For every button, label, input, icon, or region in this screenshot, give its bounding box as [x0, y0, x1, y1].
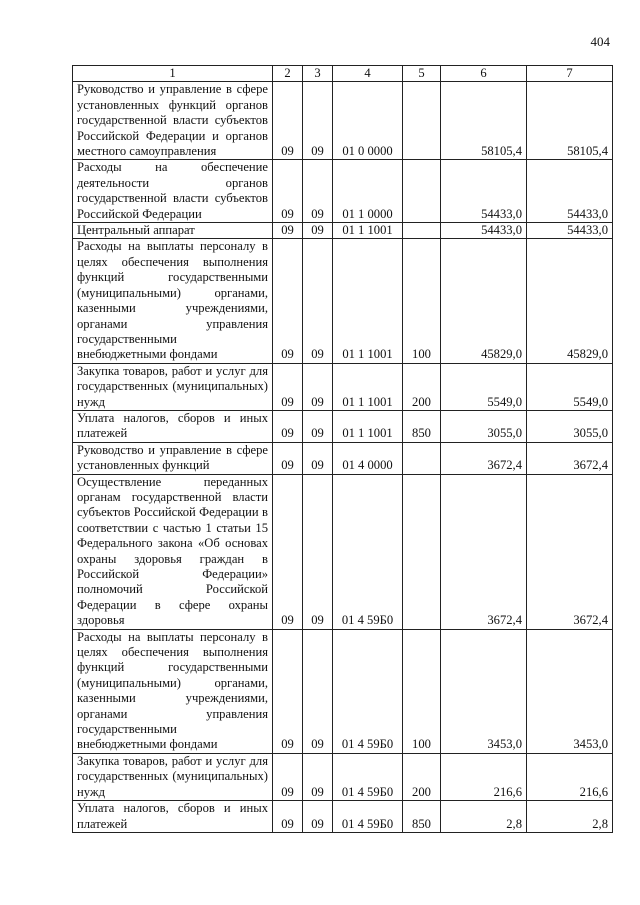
table-row	[73, 363, 613, 410]
item-name-cell: Закупка товаров, работ и услуг для государственных (муниципальных) нужд	[73, 363, 273, 410]
expense-type-code-cell	[403, 474, 441, 629]
amount-cell: 3453,0	[441, 629, 527, 753]
amount-total-cell: 58105,4	[527, 82, 613, 160]
amount-cell: 58105,4	[441, 82, 527, 160]
item-name-cell: Расходы на выплаты персоналу в целях обеспечения выполнения функций государственными (муниципальными) органами, казенными учреждениями, органами управления государственными внебюджетными фондами	[73, 629, 273, 753]
expense-type-code-cell	[403, 160, 441, 223]
budget-table	[72, 65, 613, 833]
target-item-code-cell: 01 1 0000	[333, 160, 403, 223]
header-cell: 1	[73, 66, 273, 82]
amount-total-cell: 3453,0	[527, 629, 613, 753]
subsection-code-cell: 09	[303, 223, 333, 239]
table-row	[73, 160, 613, 223]
header-cell: 5	[403, 66, 441, 82]
amount-cell: 3672,4	[441, 442, 527, 474]
page-number: 404	[590, 34, 610, 49]
target-item-code-cell: 01 4 59Б0	[333, 629, 403, 753]
amount-cell: 5549,0	[441, 363, 527, 410]
header-cell: 2	[273, 66, 303, 82]
table-row	[73, 239, 613, 363]
section-code-cell: 09	[273, 442, 303, 474]
amount-total-cell: 216,6	[527, 753, 613, 800]
target-item-code-cell: 01 1 1001	[333, 363, 403, 410]
header-cell: 3	[303, 66, 333, 82]
amount-total-cell: 45829,0	[527, 239, 613, 363]
table-row	[73, 82, 613, 160]
table-row	[73, 629, 613, 753]
section-code-cell: 09	[273, 239, 303, 363]
amount-total-cell: 2,8	[527, 801, 613, 833]
item-name-cell: Центральный аппарат	[73, 223, 273, 239]
expense-type-code-cell: 100	[403, 239, 441, 363]
amount-total-cell: 5549,0	[527, 363, 613, 410]
expense-type-code-cell: 100	[403, 629, 441, 753]
amount-total-cell: 3672,4	[527, 474, 613, 629]
amount-total-cell: 3055,0	[527, 410, 613, 442]
amount-total-cell: 54433,0	[527, 223, 613, 239]
section-code-cell: 09	[273, 82, 303, 160]
expense-type-code-cell: 200	[403, 363, 441, 410]
table-row	[73, 223, 613, 239]
subsection-code-cell: 09	[303, 442, 333, 474]
item-name-cell: Уплата налогов, сборов и иных платежей	[73, 801, 273, 833]
subsection-code-cell: 09	[303, 753, 333, 800]
section-code-cell: 09	[273, 223, 303, 239]
subsection-code-cell: 09	[303, 239, 333, 363]
expense-type-code-cell	[403, 82, 441, 160]
subsection-code-cell: 09	[303, 82, 333, 160]
table-row	[73, 753, 613, 800]
header-cell: 6	[441, 66, 527, 82]
header-cell: 7	[527, 66, 613, 82]
table-row	[73, 474, 613, 629]
target-item-code-cell: 01 1 1001	[333, 223, 403, 239]
amount-total-cell: 3672,4	[527, 442, 613, 474]
expense-type-code-cell: 200	[403, 753, 441, 800]
target-item-code-cell: 01 0 0000	[333, 82, 403, 160]
item-name-cell: Руководство и управление в сфере установленных функций	[73, 442, 273, 474]
section-code-cell: 09	[273, 629, 303, 753]
amount-cell: 45829,0	[441, 239, 527, 363]
target-item-code-cell: 01 1 1001	[333, 410, 403, 442]
amount-cell: 54433,0	[441, 160, 527, 223]
header-cell: 4	[333, 66, 403, 82]
item-name-cell: Осуществление переданных органам государственной власти субъектов Российской Федерации в соответствии с частью 1 статьи 15 Федерального закона «Об основах охраны здоровья граждан в Российской Федерации» полномочий Российской Федерации в сфере охраны здоровья	[73, 474, 273, 629]
expense-type-code-cell: 850	[403, 801, 441, 833]
subsection-code-cell: 09	[303, 474, 333, 629]
table-row	[73, 801, 613, 833]
target-item-code-cell: 01 4 59Б0	[333, 474, 403, 629]
expense-type-code-cell	[403, 223, 441, 239]
section-code-cell: 09	[273, 410, 303, 442]
item-name-cell: Расходы на обеспечение деятельности органов государственной власти субъектов Российской Федерации	[73, 160, 273, 223]
section-code-cell: 09	[273, 753, 303, 800]
subsection-code-cell: 09	[303, 363, 333, 410]
target-item-code-cell: 01 4 0000	[333, 442, 403, 474]
item-name-cell: Расходы на выплаты персоналу в целях обеспечения выполнения функций государственными (муниципальными) органами, казенными учреждениями, органами управления государственными внебюджетными фондами	[73, 239, 273, 363]
section-code-cell: 09	[273, 363, 303, 410]
amount-cell: 3672,4	[441, 474, 527, 629]
amount-total-cell: 54433,0	[527, 160, 613, 223]
target-item-code-cell: 01 1 1001	[333, 239, 403, 363]
subsection-code-cell: 09	[303, 160, 333, 223]
item-name-cell: Закупка товаров, работ и услуг для государственных (муниципальных) нужд	[73, 753, 273, 800]
table-row	[73, 442, 613, 474]
amount-cell: 3055,0	[441, 410, 527, 442]
header-row	[73, 66, 613, 82]
subsection-code-cell: 09	[303, 629, 333, 753]
expense-type-code-cell: 850	[403, 410, 441, 442]
amount-cell: 216,6	[441, 753, 527, 800]
section-code-cell: 09	[273, 801, 303, 833]
item-name-cell: Уплата налогов, сборов и иных платежей	[73, 410, 273, 442]
table-row	[73, 410, 613, 442]
target-item-code-cell: 01 4 59Б0	[333, 753, 403, 800]
amount-cell: 54433,0	[441, 223, 527, 239]
item-name-cell: Руководство и управление в сфере установленных функций органов государственной власти субъектов Российской Федерации и органов местного самоуправления	[73, 82, 273, 160]
subsection-code-cell: 09	[303, 801, 333, 833]
section-code-cell: 09	[273, 474, 303, 629]
target-item-code-cell: 01 4 59Б0	[333, 801, 403, 833]
expense-type-code-cell	[403, 442, 441, 474]
section-code-cell: 09	[273, 160, 303, 223]
subsection-code-cell: 09	[303, 410, 333, 442]
amount-cell: 2,8	[441, 801, 527, 833]
